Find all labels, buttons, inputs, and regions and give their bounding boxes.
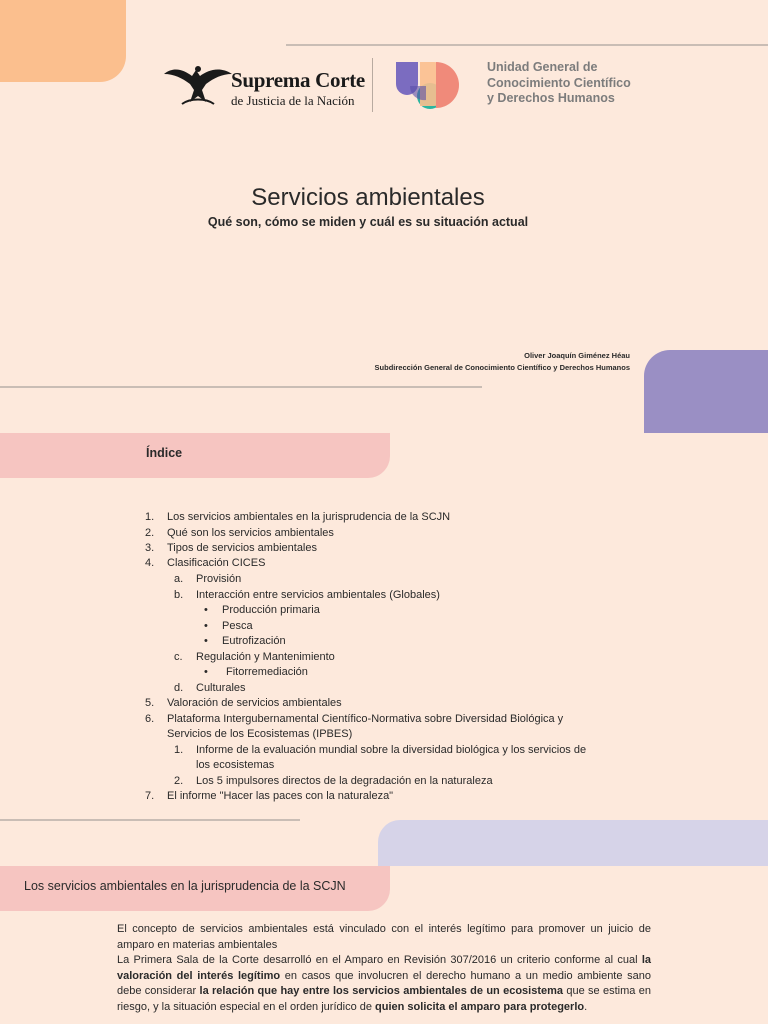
section-heading: Los servicios ambientales en la jurisprudencia de la SCJN [24,879,346,893]
toc-item: Producción primaria [222,604,320,616]
toc-marker: b. [174,589,184,601]
indice-band [0,433,390,478]
eagle-emblem-icon [162,60,234,110]
toc-bullet: • [204,666,208,678]
scjn-logo-line2: de Justicia de la Nación [231,93,355,108]
decor-purple-block [644,350,768,433]
toc-item: Qué son los servicios ambientales [167,527,334,539]
toc-item: Los 5 impulsores directos de la degradación en la naturaleza [196,775,493,787]
text-run: en casos que involucren el derecho humano a un medio ambiente sano debe considerar [117,969,651,998]
ug-line3: y Derechos Humanos [487,91,615,105]
text-run: La Primera Sala de la Corte desarrolló en el Amparo en Revisión 307/2016 un criterio conforme al cual [117,954,642,967]
toc-bullet: • [204,620,208,632]
toc-item: Los servicios ambientales en la jurisprudencia de la SCJN [167,511,451,523]
toc-marker: 2. [145,527,155,539]
toc-item: los ecosistemas [196,759,275,771]
toc-marker: 1. [174,744,184,756]
divider-lower [0,819,300,821]
toc-item: Clasificación CICES [167,557,266,569]
toc-marker: 5. [145,697,155,709]
paragraph-2 [117,953,651,1015]
toc-item: Servicios de los Ecosistemas (IPBES) [167,728,353,740]
toc-marker: 2. [174,775,184,787]
text-run: . [584,1000,588,1013]
toc-item: El informe "Hacer las paces con la naturaleza" [167,790,394,802]
toc-marker: c. [174,651,183,663]
text-run: que se estima en riesgo, y la situación especial en el orden jurídico de [117,985,651,1013]
toc-marker: 7. [145,790,155,802]
bold-run: la valoración del interés legítimo [117,954,651,982]
toc-marker: a. [174,573,184,585]
toc-marker: 1. [145,511,155,523]
bold-run: quien solicita el amparo para protegerlo [375,1000,585,1013]
toc-item: Tipos de servicios ambientales [167,542,317,554]
toc-marker: d. [174,682,184,694]
decor-lilac-block [378,820,768,866]
toc-item: Regulación y Mantenimiento [196,651,335,663]
toc-item: Fitorremediación [226,666,308,678]
document-title: Servicios ambientales [251,184,485,211]
bold-run: la relación que hay entre los servicios ambientales de un ecosistema [199,985,564,998]
decor-orange-corner [0,0,126,82]
toc-bullet: • [204,635,208,647]
toc-item: Valoración de servicios ambientales [167,697,342,709]
toc-marker: 6. [145,713,155,725]
document-subtitle: Qué son, cómo se miden y cuál es su situación actual [207,215,529,229]
toc-item: Provisión [196,573,242,585]
toc-marker: 4. [145,557,155,569]
scjn-logo-line1: Suprema Corte [231,68,365,92]
toc-item: Eutrofización [222,635,286,647]
section-body [117,922,651,1016]
toc-item: Informe de la evaluación mundial sobre la diversidad biológica y los servicios de [196,744,587,756]
toc-item: Culturales [196,682,246,694]
paragraph-1: El concepto de servicios ambientales está vinculado con el interés legítimo para promover un juicio de amparo en materias ambientales [117,923,651,951]
author-name: Oliver Joaquín Giménez Héau [524,351,630,360]
divider-top [286,44,768,46]
author-department: Subdirección General de Conocimiento Científico y Derechos Humanos [374,363,630,372]
unidad-general-logo-icon [396,60,474,110]
toc-bullet: • [204,604,208,616]
ug-line2: Conocimiento Científico [487,75,631,90]
divider-middle [0,386,482,388]
unidad-general-text [487,60,631,107]
toc-item: Interacción entre servicios ambientales (Globales) [196,589,440,601]
toc-item: Pesca [222,620,253,632]
ug-line1: Unidad General de [487,60,598,74]
toc-item: Plataforma Intergubernamental Científico-Normativa sobre Diversidad Biológica y [167,713,564,725]
toc-marker: 3. [145,542,155,554]
indice-heading: Índice [146,446,183,460]
logo-divider [372,58,373,112]
